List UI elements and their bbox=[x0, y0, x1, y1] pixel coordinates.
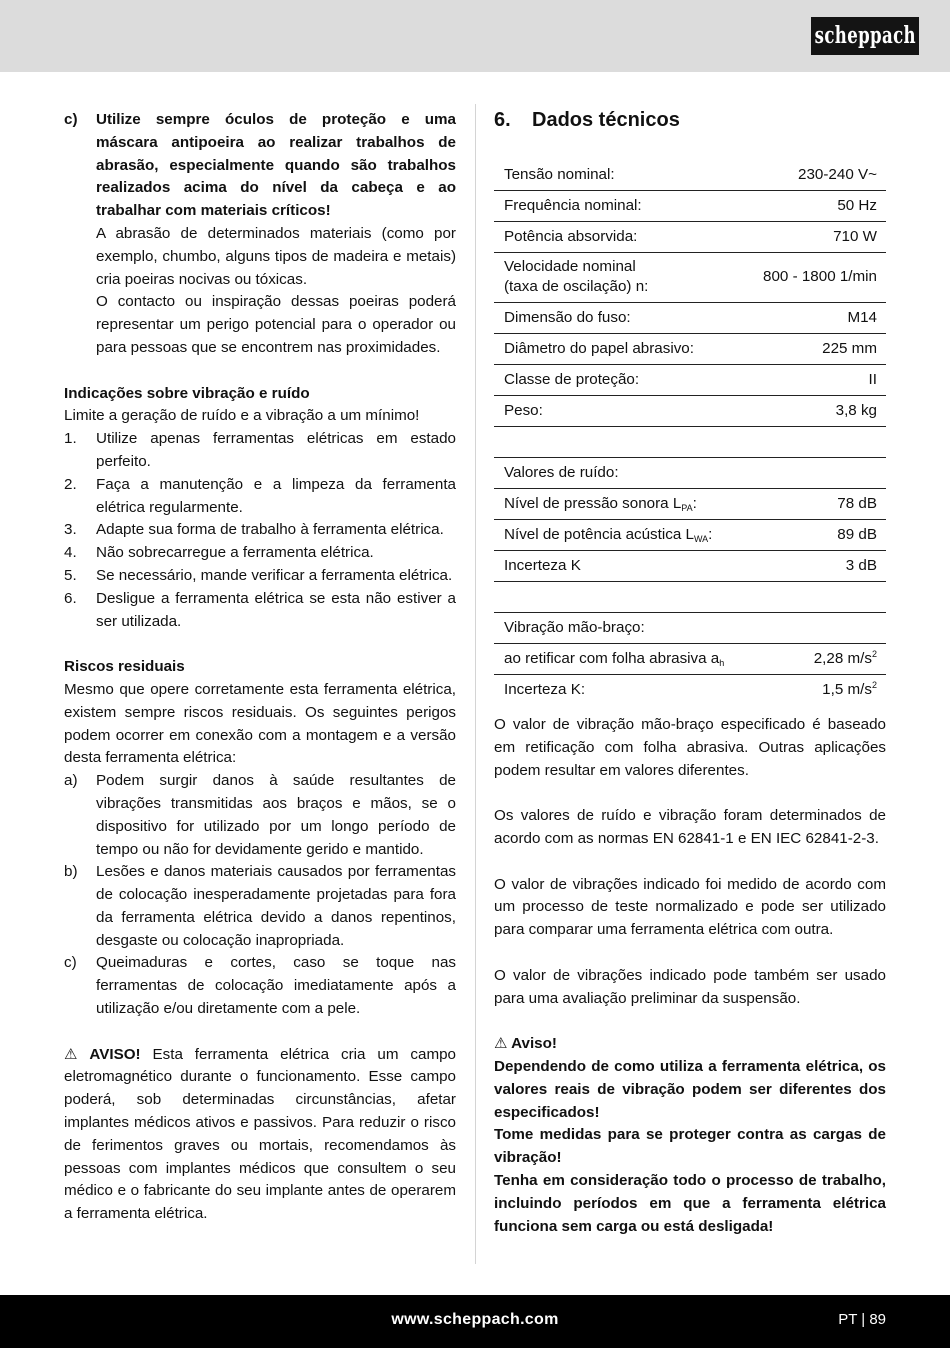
paragraph: O valor de vibração mão-braço especificado é baseado em retificação com folha abrasiva. Outras aplicações podem resultar em valores diferentes. bbox=[494, 716, 886, 779]
list-item: c) Queimaduras e cortes, caso se toque nas ferramentas de colocação imediatamente após a utilização e/ou diretamente com a pele. bbox=[64, 954, 456, 1018]
warning-triangle-icon: ⚠ bbox=[64, 1045, 78, 1063]
list-item: 2. Faça a manutenção e a limpeza da ferramenta elétrica regularmente. bbox=[64, 475, 456, 516]
paragraph: A abrasão de determinados materiais (como por exemplo, chumbo, alguns tipos de madeira e metais) cria poeiras nocivas ou tóxicas. bbox=[96, 224, 456, 288]
paragraph: O valor de vibrações indicado foi medido de acordo com um processo de teste normalizado e pode ser utilizado para comparar uma ferramenta elétrica com outra. bbox=[494, 875, 886, 939]
paragraph: O valor de vibrações indicado pode também ser usado para uma avaliação preliminar da suspensão. bbox=[494, 966, 886, 1007]
section-heading: Riscos residuais bbox=[64, 658, 185, 676]
scheppach-logo: scheppach bbox=[811, 17, 919, 55]
table-row: Frequência nominal: 50 Hz bbox=[494, 191, 886, 222]
list-item: a) Podem surgir danos à saúde resultantes de vibrações transmitidas aos braços e mãos, se o dispositivo for utilizado por um longo período de tempo ou não for devidamente gerido e mantido. bbox=[64, 772, 456, 858]
table-row: Diâmetro do papel abrasivo: 225 mm bbox=[494, 334, 886, 365]
table-row: Nível de potência acústica $L_{WA}$: 89 dB bbox=[494, 520, 886, 551]
paragraph: O contacto ou inspiração dessas poeiras poderá representar um perigo potencial para o operador ou para pessoas que se encontrem nas proximidades. bbox=[96, 293, 456, 356]
list-item: c) Utilize sempre óculos de proteção e uma máscara antipoeira ao realizar trabalhos de abrasão, especialmente quando são trabalhos realizados acima do nível da cabeça e ao trabalhar com materiais críticos! bbox=[64, 111, 456, 220]
table-row: ao retificar com folha abrasiva $a_h$ 2,28 $m/s^2$ bbox=[494, 644, 886, 675]
table-row: Nível de pressão sonora $L_{PA}$: 78 dB bbox=[494, 489, 886, 520]
paragraph: Os valores de ruído e vibração foram determinados de acordo com as normas EN 62841-1 e EN IEC 62841-2-3. bbox=[494, 807, 886, 847]
list-item: 6. Desligue a ferramenta elétrica se esta não estiver a ser utilizada. bbox=[64, 589, 456, 630]
table-row: Valores de ruído: bbox=[494, 458, 886, 489]
list-item: 4. Não sobrecarregue a ferramenta elétrica. bbox=[64, 544, 374, 562]
table-row: Incerteza K: 1,5 $m/s^2$ bbox=[504, 679, 877, 698]
table-row: Incerteza K 3 dB bbox=[494, 551, 886, 582]
section-title: 6. Dados técnicos bbox=[494, 109, 680, 131]
list-item: b) Lesões e danos materiais causados por ferramentas de colocação inesperadamente projetadas para fora da ferramenta elétrica devido a danos repentinos, desgaste ou colocação inapropriada. bbox=[64, 863, 456, 949]
page-number: PT | 89 bbox=[838, 1311, 886, 1328]
technical-data-table bbox=[494, 160, 886, 705]
website-link[interactable]: www.scheppach.com bbox=[391, 1311, 559, 1328]
list-item: 5. Se necessário, mande verificar a ferramenta elétrica. bbox=[64, 566, 453, 584]
table-row: Tensão nominal: 230-240 V~ bbox=[494, 160, 886, 191]
table-row: Peso: 3,8 kg bbox=[494, 396, 886, 427]
section-heading: Indicações sobre vibração e ruído bbox=[64, 384, 310, 402]
left-column bbox=[64, 109, 456, 1226]
emf-warning: ⚠ AVISO! Esta ferramenta elétrica cria um campo eletromagnético durante o funcionamento. Esse campo poderá, sob determinadas circunstâncias, afetar implantes médicos ativos e passivos. Para reduzir o risco de ferimentos graves ou mortais, recomendamos às pessoas com implantes médicos que consultem o seu médico e o fabricante do seu implante antes de operarem a ferramenta elétrica. bbox=[64, 1045, 456, 1223]
table-row: Velocidade nominal (taxa de oscilação) n: 800 - 1800 1/min bbox=[494, 253, 886, 303]
list-item: 1. Utilize apenas ferramentas elétricas em estado perfeito. bbox=[64, 430, 456, 470]
paragraph: Mesmo que opere corretamente esta ferramenta elétrica, existem sempre riscos residuais. Os seguintes perigos podem ocorrer em conexão com a montagem e a versão desta ferramenta elétrica: bbox=[64, 680, 456, 767]
table-row: Vibração mão-braço: bbox=[494, 613, 886, 644]
paragraph: Limite a geração de ruído e a vibração a um mínimo! bbox=[64, 407, 420, 425]
page-footer bbox=[0, 1295, 950, 1348]
residual-list bbox=[64, 770, 456, 1021]
vibration-warning: ⚠ Aviso! Dependendo de como utiliza a ferramenta elétrica, os valores reais de vibração podem ser diferentes dos especificados! Tome medidas para se proteger contra as cargas de vibração! Tenha em consideração todo o processo de trabalho, incluindo períodos em que a ferramenta elétrica funciona sem carga ou está desligada! bbox=[494, 1035, 886, 1235]
page-header bbox=[0, 0, 950, 72]
table-row: Classe de proteção: II bbox=[494, 365, 886, 396]
right-column bbox=[494, 109, 886, 1238]
table-row: Dimensão do fuso: M14 bbox=[494, 303, 886, 334]
table-row: Potência absorvida: 710 W bbox=[494, 222, 886, 253]
warning-triangle-icon: ⚠ bbox=[494, 1035, 508, 1053]
column-divider bbox=[475, 104, 476, 1264]
vibration-list bbox=[64, 428, 456, 633]
list-item: 3. Adapte sua forma de trabalho à ferramenta elétrica. bbox=[64, 521, 444, 539]
